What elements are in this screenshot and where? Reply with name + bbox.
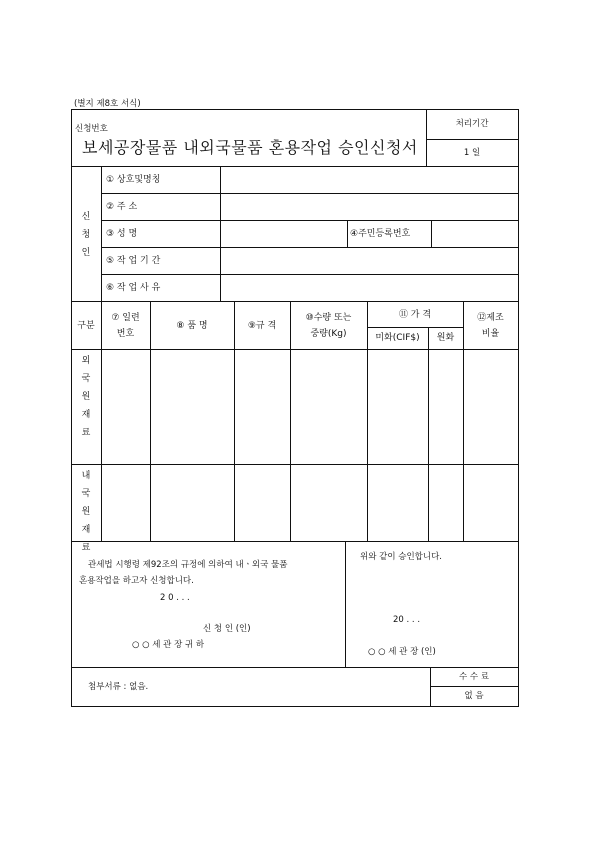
application-number-label: 신청번호 [75, 124, 108, 134]
company-name-field[interactable] [221, 167, 517, 193]
fee-value: 없 음 [464, 691, 484, 701]
domestic-materials-entry-area[interactable] [102, 465, 518, 541]
address-label: ② 주 소 [106, 202, 138, 212]
company-name-label: ① 상호및명칭 [106, 175, 161, 185]
approval-signer: ○ ○ 세 관 장 (인) [368, 647, 436, 657]
work-reason-label: ⑥ 작 업 사 유 [106, 283, 161, 293]
fee-label: 수 수 료 [458, 672, 490, 682]
declaration-applicant: 신 청 인 (인) [203, 624, 251, 634]
work-reason-field[interactable] [221, 275, 517, 301]
work-period-field[interactable] [221, 248, 517, 274]
approval-date: 20 . . . [393, 615, 421, 625]
person-name-label: ③ 성 명 [106, 229, 138, 239]
resident-number-field[interactable] [432, 221, 517, 247]
column-spec: ⑨규 격 [247, 321, 277, 331]
declaration-date: 2 0 . . . [160, 593, 190, 603]
column-gubun: 구분 [77, 321, 95, 331]
foreign-materials-entry-area[interactable] [102, 350, 518, 464]
form-title: 보세공장물품 내외국물품 혼용작업 승인신청서 [82, 138, 418, 157]
declaration-line2: 혼용작업을 하고자 신청합니다. [79, 576, 194, 586]
applicant-side-label: 신 청 인 [81, 212, 91, 258]
resident-number-label: ④주민등록번호 [350, 229, 411, 239]
column-qty-line1: ⑩수량 또는 [305, 313, 352, 323]
declaration-line1: 관세법 시행령 제92조의 규정에 의하여 내ㆍ외국 물품 [88, 560, 288, 570]
column-ratio-line1: ⑫제조 [477, 313, 504, 323]
column-serial-line1: ⑦ 일련 [111, 313, 140, 323]
column-ratio-line2: 비율 [481, 329, 500, 339]
address-field[interactable] [221, 194, 517, 220]
form-reference: (별지 제8호 서식) [74, 99, 141, 109]
column-price-usd: 미화(CIF$) [375, 333, 420, 343]
declaration-addressee: ○ ○ 세 관 장 귀 하 [132, 640, 205, 650]
domestic-materials-label: 내 국 원 재 료 [81, 471, 91, 553]
column-item-name: ⑧ 품 명 [176, 321, 208, 331]
person-name-field[interactable] [221, 221, 346, 247]
foreign-materials-label: 외 국 원 재 료 [81, 356, 91, 438]
column-price-krw: 원화 [436, 333, 455, 343]
processing-period-value: 1 일 [463, 148, 481, 158]
column-qty-line2: 중량(Kg) [310, 329, 347, 339]
work-period-label: ⑤ 작 업 기 간 [106, 256, 161, 266]
column-serial-line2: 번호 [116, 329, 135, 339]
attachments-text: 첨부서류 : 없음. [88, 682, 149, 692]
column-price: ⑪ 가 격 [398, 310, 432, 320]
approval-statement: 위와 같이 승인합니다. [360, 552, 443, 562]
processing-period-label: 처리기간 [455, 119, 489, 129]
